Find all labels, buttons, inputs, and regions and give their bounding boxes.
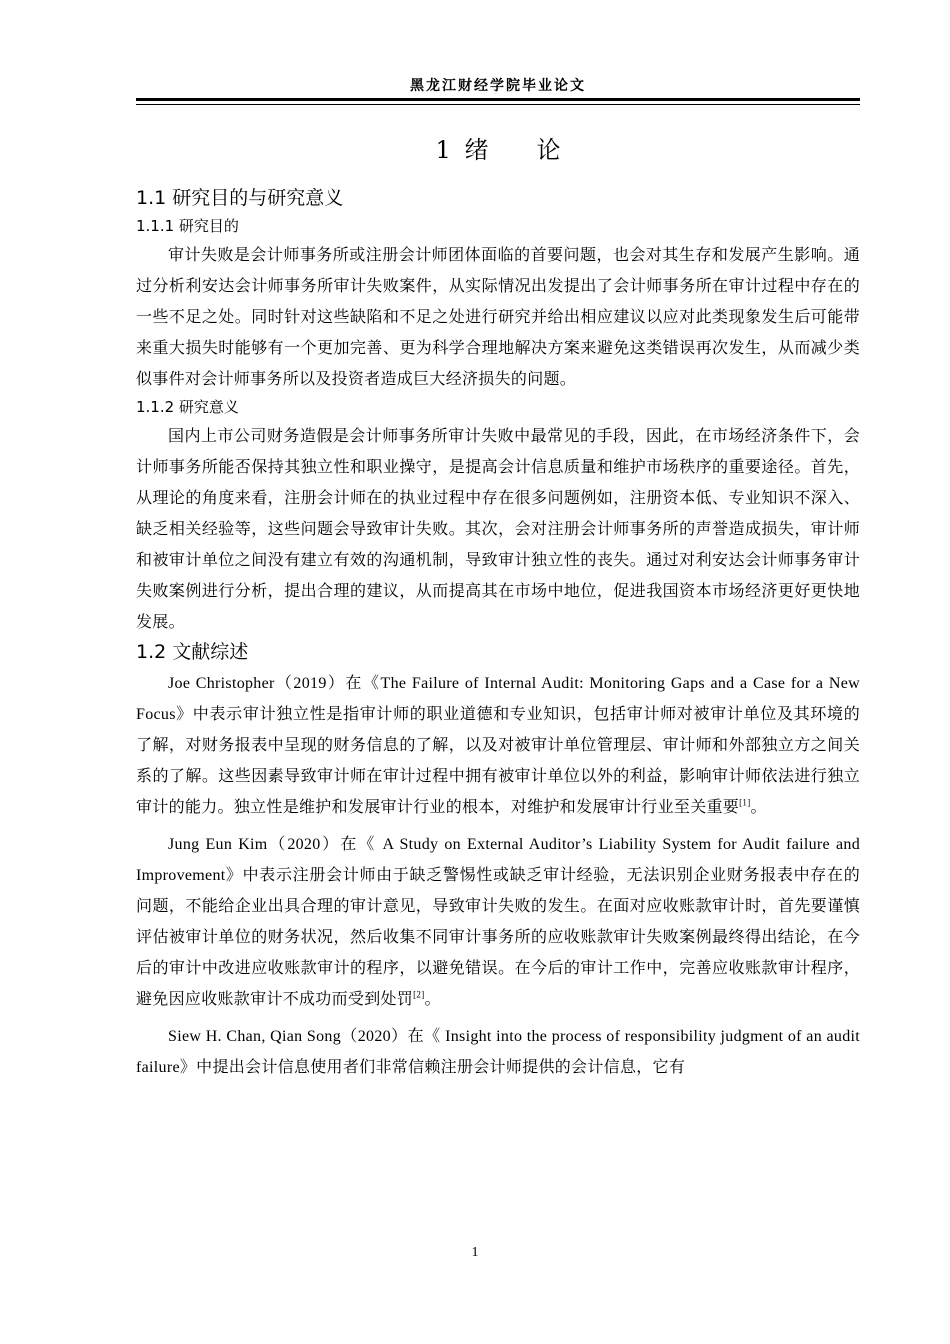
chapter-title-part-b: 论 bbox=[536, 136, 561, 164]
literature-1-end: 。 bbox=[750, 799, 767, 816]
running-header: 黑龙江财经学院毕业论文 bbox=[410, 78, 586, 94]
paragraph-literature-3: Siew H. Chan, Qian Song（2020）在《 Insight into the process of responsibility judgment of an audit failure》中提出会计信息使用者们非常信赖注册会计师提供的会计信息，它有 bbox=[136, 1028, 860, 1076]
literature-1-text: Joe Christopher（2019）在《The Failure of Internal Audit: Monitoring Gaps and a Case for a New Focus》中表示审计独立性是指审计师的职业道德和专业知识，包括审计师对被审计单位及其环境的了解，对财务报表中呈现的财务信息的了解，以及对被审计单位管理层、审计师和外部独立方之间关系的了解。这些因素导致审计师在审计过程中拥有被审计单位以外的利益，影响审计师依法进行独立审计的能力。独立性是维护和发展审计行业的根本，对维护和发展审计行业至关重要 bbox=[136, 675, 860, 816]
paragraph-literature-2 bbox=[136, 829, 860, 1015]
paragraph-literature-1 bbox=[136, 668, 860, 823]
chapter-number: 1 bbox=[435, 136, 451, 164]
page-number: 1 bbox=[471, 1245, 479, 1260]
chapter-title-part-a: 绪 bbox=[464, 136, 489, 164]
paragraph-research-significance: 国内上市公司财务造假是会计师事务所审计失败中最常见的手段，因此，在市场经济条件下，会计师事务所能否保持其独立性和职业操守，是提高会计信息质量和维护市场秩序的重要途径。首先，从理论的角度来看，注册会计师在的执业过程中存在很多问题例如，注册资本低、专业知识不深入、缺乏相关经验等，这些问题会导致审计失败。其次，会对注册会计师事务所的声誉造成损失，审计师和被审计单位之间没有建立有效的沟通机制，导致审计独立性的丧失。通过对利安达会计师事务审计失败案例进行分析，提出合理的建议，从而提高其在市场中地位，促进我国资本市场经济更好更快地发展。 bbox=[136, 428, 860, 631]
chapter-title bbox=[136, 130, 860, 170]
header-rule-thin bbox=[136, 104, 860, 105]
section-heading-1-1: 1.1 研究目的与研究意义 bbox=[136, 187, 344, 209]
section-heading-1-2: 1.2 文献综述 bbox=[136, 641, 249, 663]
literature-2-text: Jung Eun Kim（2020）在《 A Study on External Auditor’s Liability System for Audit failure and Improvement》中表示注册会计师由于缺乏警惕性或缺乏审计经验，无法识别企业财务报表中存在的问题，不能给企业出具合理的审计意见，导致审计失败的发生。在面对应收账款审计时，首先要谨慎评估被审计单位的财务状况，然后收集不同审计事务所的应收账款审计失败案例最终得出结论，在今后的审计中改进应收账款审计的程序，以避免错误。在今后的审计工作中，完善应收账款审计程序，避免因应收账款审计不成功而受到处罚 bbox=[136, 836, 860, 1008]
header-rule-thick bbox=[136, 98, 860, 101]
citation-ref-1: [1] bbox=[739, 797, 751, 808]
citation-ref-2: [2] bbox=[413, 989, 425, 1000]
literature-2-end: 。 bbox=[424, 991, 441, 1008]
subsection-heading-1-1-1: 1.1.1 研究目的 bbox=[136, 217, 239, 235]
paragraph-research-purpose: 审计失败是会计师事务所或注册会计师团体面临的首要问题，也会对其生存和发展产生影响。通过分析利安达会计师事务所审计失败案件，从实际情况出发提出了会计师事务所在审计过程中存在的一些不足之处。同时针对这些缺陷和不足之处进行研究并给出相应建议以应对此类现象发生后可能带来重大损失时能够有一个更加完善、更为科学合理地解决方案来避免这类错误再次发生，从而减少类似事件对会计师事务所以及投资者造成巨大经济损失的问题。 bbox=[136, 247, 860, 388]
subsection-heading-1-1-2: 1.1.2 研究意义 bbox=[136, 398, 239, 416]
page-content bbox=[136, 130, 860, 1083]
